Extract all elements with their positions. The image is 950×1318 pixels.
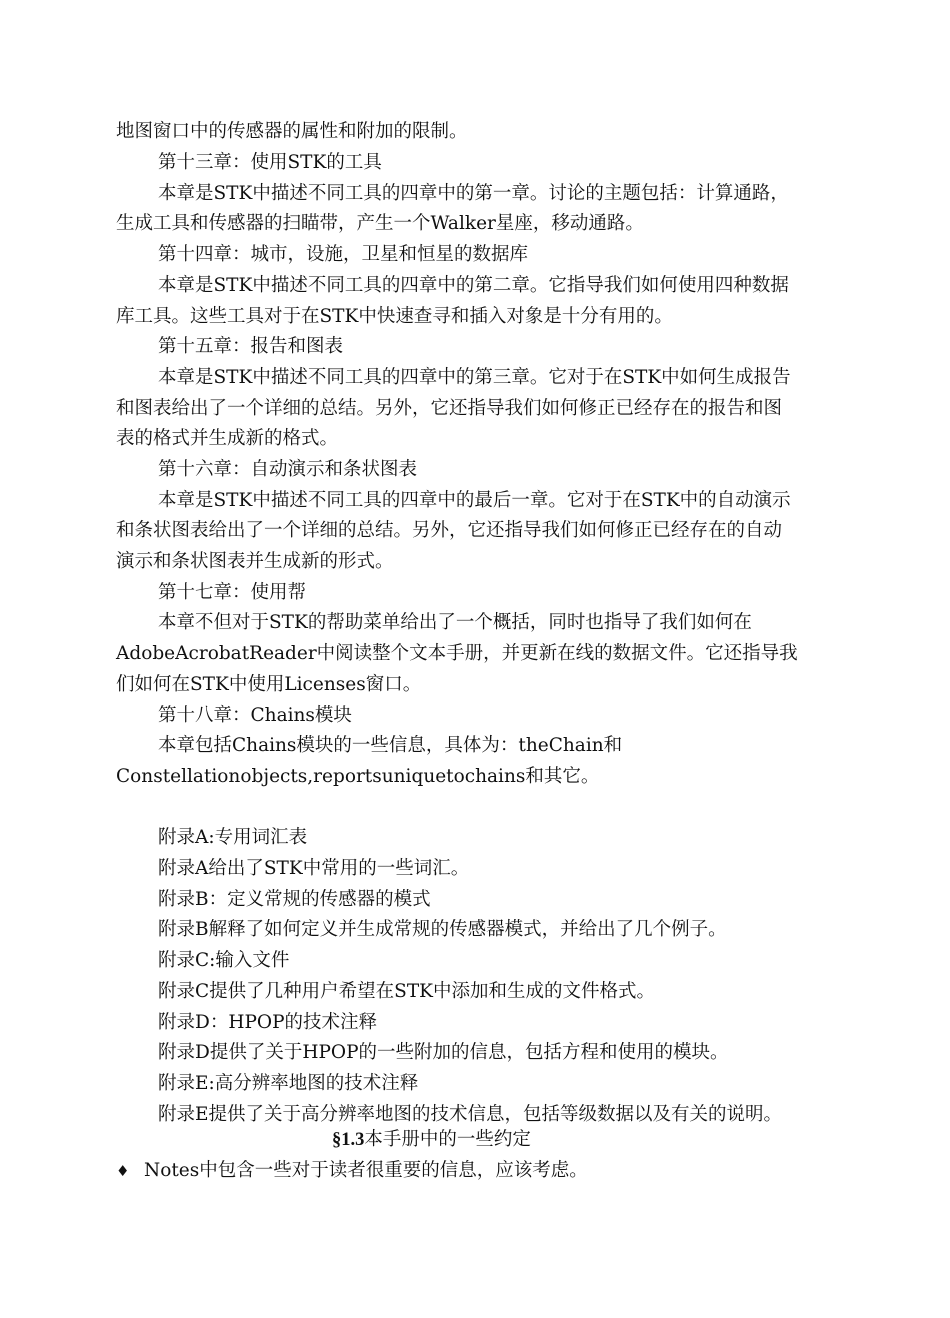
section-title: 本手册中的一些约定: [364, 1129, 531, 1150]
text-line: 本章是STK中描述不同工具的四章中的第一章。讨论的主题包括：计算通路，: [158, 183, 789, 204]
chapter-heading-16: 第十六章：自动演示和条状图表: [158, 459, 418, 480]
appendix-heading-d: 附录D：HPOP的技术注释: [158, 1012, 378, 1033]
text-line: 生成工具和传感器的扫瞄带，产生一个Walker星座，移动通路。: [116, 213, 644, 234]
text-line: AdobeAcrobatReader中阅读整个文本手册，并更新在线的数据文件。它还指导我: [116, 643, 798, 664]
text-line: 表的格式并生成新的格式。: [116, 428, 339, 449]
diamond-bullet-icon: ♦: [116, 1162, 130, 1180]
appendix-heading-a: 附录A:专用词汇表: [158, 827, 308, 848]
bullet-text: Notes中包含一些对于读者很重要的信息，应该考虑。: [144, 1160, 588, 1181]
text-line: 本章包括Chains模块的一些信息，具体为：theChain和: [158, 735, 623, 756]
bullet-item: [116, 1159, 588, 1183]
text-line: 本章是STK中描述不同工具的四章中的最后一章。它对于在STK中的自动演示: [158, 490, 791, 511]
text-line: 附录B解释了如何定义并生成常规的传感器模式，并给出了几个例子。: [158, 919, 727, 940]
section-number: §1.3: [332, 1130, 365, 1150]
chapter-heading-17: 第十七章：使用帮: [158, 582, 307, 603]
text-line: 附录D提供了关于HPOP的一些附加的信息，包括方程和使用的模块。: [158, 1042, 729, 1063]
appendix-heading-c: 附录C:输入文件: [158, 950, 290, 971]
text-line: 地图窗口中的传感器的属性和附加的限制。: [116, 121, 468, 142]
text-line: 本章不但对于STK的帮助菜单给出了一个概括，同时也指导了我们如何在: [158, 612, 752, 633]
text-line: 附录C提供了几种用户希望在STK中添加和生成的文件格式。: [158, 981, 655, 1002]
text-line: Constellationobjects,reportsuniquetochains和其它。: [116, 766, 600, 787]
text-line: 和条状图表给出了一个详细的总结。另外，它还指导我们如何修正已经存在的自动: [116, 520, 783, 541]
chapter-heading-13: 第十三章：使用STK的工具: [158, 152, 382, 173]
text-line: 演示和条状图表并生成新的形式。: [116, 551, 394, 572]
text-line: 和图表给出了一个详细的总结。另外，它还指导我们如何修正已经存在的报告和图: [116, 398, 783, 419]
appendix-heading-b: 附录B：定义常规的传感器的模式: [158, 889, 431, 910]
chapter-heading-15: 第十五章：报告和图表: [158, 336, 344, 357]
chapter-heading-18: 第十八章：Chains模块: [158, 705, 352, 726]
text-line: 本章是STK中描述不同工具的四章中的第三章。它对于在STK中如何生成报告: [158, 367, 791, 388]
text-line: 们如何在STK中使用Licenses窗口。: [116, 674, 422, 695]
text-line: 附录A给出了STK中常用的一些词汇。: [158, 858, 470, 879]
text-line: 本章是STK中描述不同工具的四章中的第二章。它指导我们如何使用四种数据: [158, 275, 789, 296]
section-heading: [332, 1128, 531, 1152]
appendix-heading-e: 附录E:高分辨率地图的技术注释: [158, 1073, 419, 1094]
chapter-heading-14: 第十四章：城市，设施，卫星和恒星的数据库: [158, 244, 529, 265]
text-line: 附录E提供了关于高分辨率地图的技术信息，包括等级数据以及有关的说明。: [158, 1104, 783, 1125]
text-line: 库工具。这些工具对于在STK中快速查寻和插入对象是十分有用的。: [116, 306, 673, 327]
